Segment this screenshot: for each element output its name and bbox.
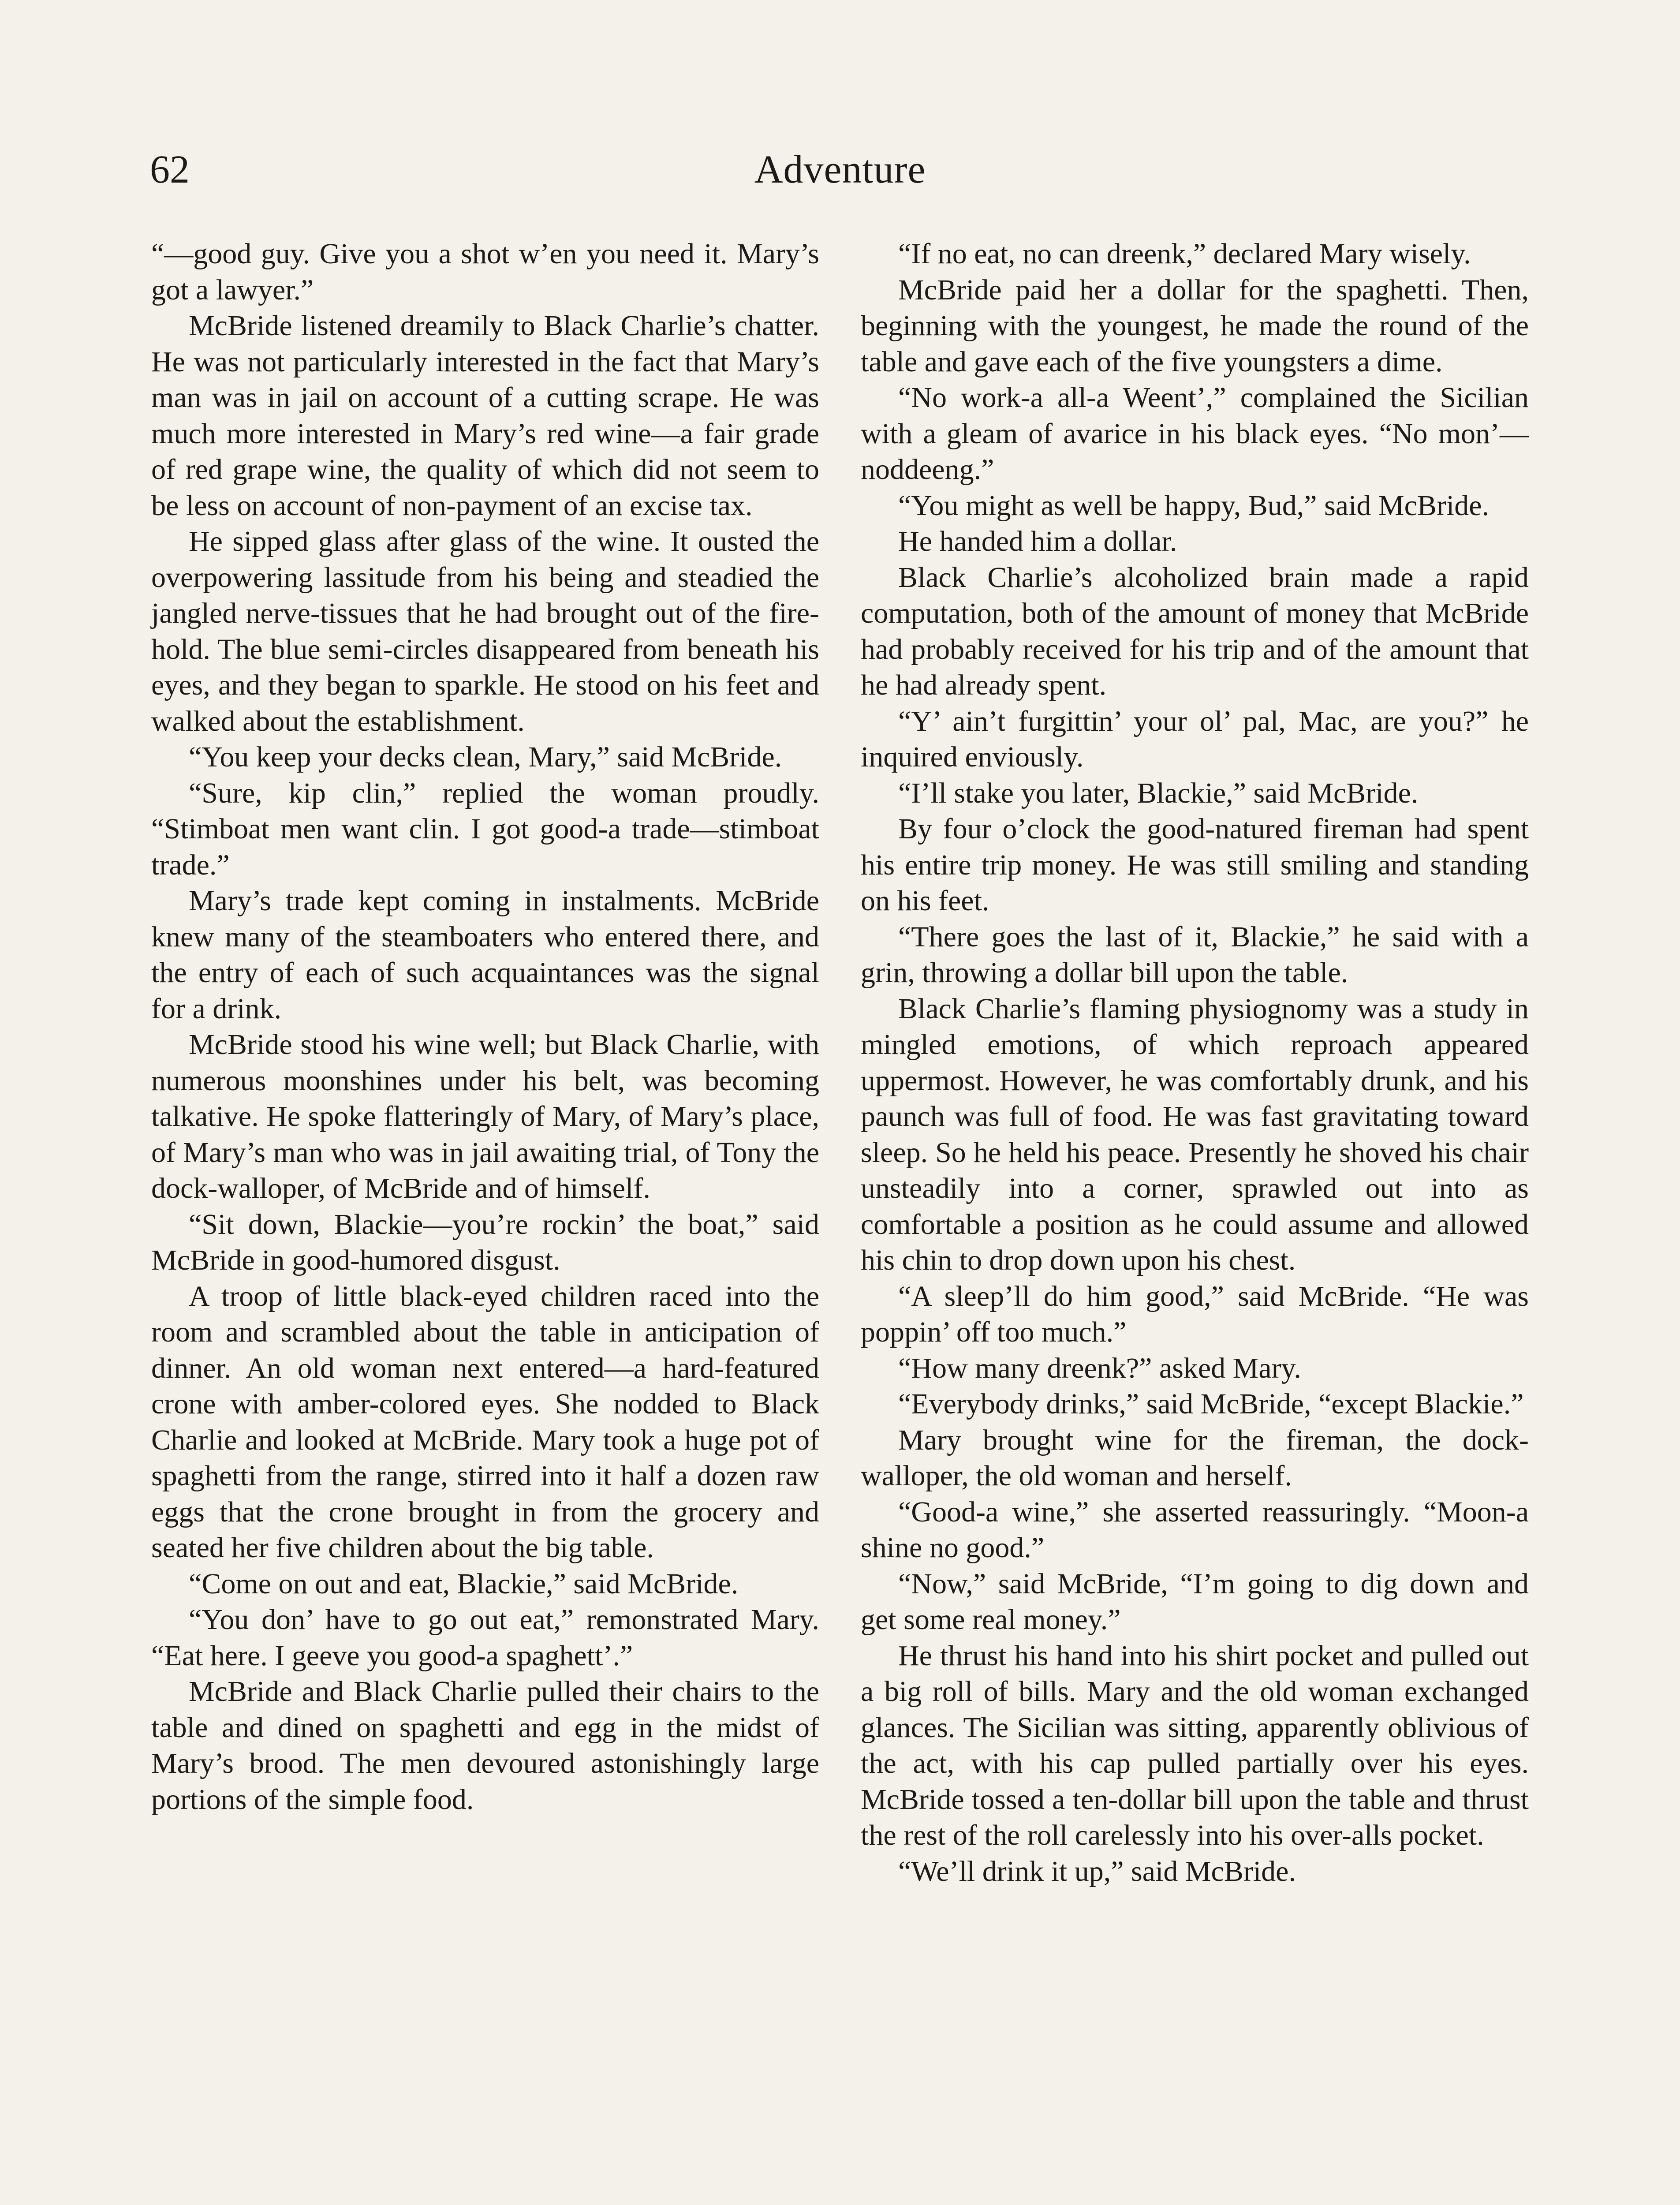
paragraph: He sipped glass after glass of the wine. It ousted the overpowering lassitude from his being and steadied the jangled nerve-tissues that he had brought out of the fire-hold. The blue semi-circles disappeared from beneath his eyes, and they began to sparkle. He stood on his feet and walked about the establishment. — [151, 525, 819, 737]
paragraph: Black Charlie’s flaming physiognomy was a study in mingled emotions, of which reproach appeared uppermost. However, he was comfortably drunk, and his paunch was full of food. He was fast gravitating toward sleep. So he held his peace. Presently he shoved his chair unsteadily into a corner, sprawled out into as comfortable a position as he could assume and allowed his chin to drop down upon his chest. — [861, 992, 1529, 1276]
paragraph: “Come on out and eat, Blackie,” said McBride. — [189, 1567, 739, 1600]
paragraph: He thrust his hand into his shirt pocket and pulled out a big roll of bills. Mary and the old woman exchanged glances. The Sicilian was sitting, apparently oblivious of the act, with his cap pulled partially over his eyes. McBride tossed a ten-dollar bill upon the table and thrust the rest of the roll carelessly into his over-alls pocket. — [861, 1639, 1529, 1851]
paragraph: “—good guy. Give you a shot w’en you need it. Mary’s got a lawyer.” — [151, 238, 819, 306]
page-number: 62 — [150, 148, 190, 191]
paragraph: “We’ll drink it up,” said McBride. — [898, 1855, 1296, 1887]
running-head-title: Adventure — [754, 148, 926, 191]
paragraph: “No work-a all-a Weent’,” complained the Sicilian with a gleam of avarice in his black eyes. “No mon’—noddeeng.” — [861, 381, 1529, 486]
paragraph: “If no eat, no can dreenk,” declared Mary wisely. — [898, 238, 1471, 270]
paragraph: McBride paid her a dollar for the spaghetti. Then, beginning with the youngest, he made the round of the table and gave each of the five youngsters a dime. — [861, 273, 1529, 378]
paragraph: “Sure, kip clin,” replied the woman proudly. “Stimboat men want clin. I got good-a trade—stimboat trade.” — [151, 777, 819, 881]
paragraph: “How many dreenk?” asked Mary. — [898, 1352, 1301, 1384]
paragraph: A troop of little black-eyed children raced into the room and scrambled about the table in anticipation of dinner. An old woman next entered—a hard-featured crone with amber-colored eyes. She nodded to Black Charlie and looked at McBride. Mary took a huge pot of spaghetti from the range, stirred into it half a dozen raw eggs that the crone brought in from the grocery and seated her five children about the big table. — [151, 1280, 819, 1564]
paragraph: “There goes the last of it, Blackie,” he said with a grin, throwing a dollar bill upon the table. — [861, 920, 1529, 989]
paragraph: “Sit down, Blackie—you’re rockin’ the boat,” said McBride in good-humored disgust. — [151, 1208, 819, 1276]
paragraph: Black Charlie’s alcoholized brain made a rapid computation, both of the amount of money that McBride had probably received for his trip and of the amount that he had already spent. — [861, 561, 1529, 701]
paragraph: “You keep your decks clean, Mary,” said McBride. — [189, 741, 782, 773]
paragraph: “Now,” said McBride, “I’m going to dig down and get some real money.” — [861, 1567, 1529, 1636]
paragraph: He handed him a dollar. — [898, 525, 1177, 557]
paragraph: “Good-a wine,” she asserted reassuringly. “Moon-a shine no good.” — [861, 1495, 1529, 1564]
paragraph: Mary’s trade kept coming in instalments. McBride knew many of the steamboaters who entered there, and the entry of each of such acquaintances was the signal for a drink. — [151, 885, 819, 1025]
paragraph: McBride listened dreamily to Black Charlie’s chatter. He was not particularly interested in the fact that Mary’s man was in jail on account of a cutting scrape. He was much more interested in Mary’s red wine—a fair grade of red grape wine, the quality of which did not seem to be less on account of non-payment of an excise tax. — [151, 310, 819, 522]
paragraph: “I’ll stake you later, Blackie,” said McBride. — [898, 777, 1419, 809]
left-column — [151, 236, 819, 1817]
paragraph: “A sleep’ll do him good,” said McBride. “He was poppin’ off too much.” — [861, 1280, 1529, 1348]
paragraph: “You don’ have to go out eat,” remonstrated Mary. “Eat here. I geeve you good-a spaghett’.” — [151, 1603, 819, 1672]
paragraph: “Everybody drinks,” said McBride, “except Blackie.” — [898, 1388, 1524, 1420]
paragraph: “Y’ ain’t furgittin’ your ol’ pal, Mac, are you?” he inquired enviously. — [861, 705, 1529, 773]
paragraph: McBride and Black Charlie pulled their chairs to the table and dined on spaghetti and egg in the midst of Mary’s brood. The men devoured astonishingly large portions of the simple food. — [151, 1675, 819, 1816]
paragraph: Mary brought wine for the fireman, the dock-walloper, the old woman and herself. — [861, 1424, 1529, 1492]
paragraph: McBride stood his wine well; but Black Charlie, with numerous moonshines under his belt, was becoming talkative. He spoke flatteringly of Mary, of Mary’s place, of Mary’s man who was in jail awaiting trial, of Tony the dock-walloper, of McBride and of himself. — [151, 1028, 819, 1204]
right-column — [861, 236, 1529, 1889]
paragraph: “You might as well be happy, Bud,” said McBride. — [898, 489, 1490, 522]
paragraph: By four o’clock the good-natured fireman had spent his entire trip money. He was still smiling and standing on his feet. — [861, 813, 1529, 917]
